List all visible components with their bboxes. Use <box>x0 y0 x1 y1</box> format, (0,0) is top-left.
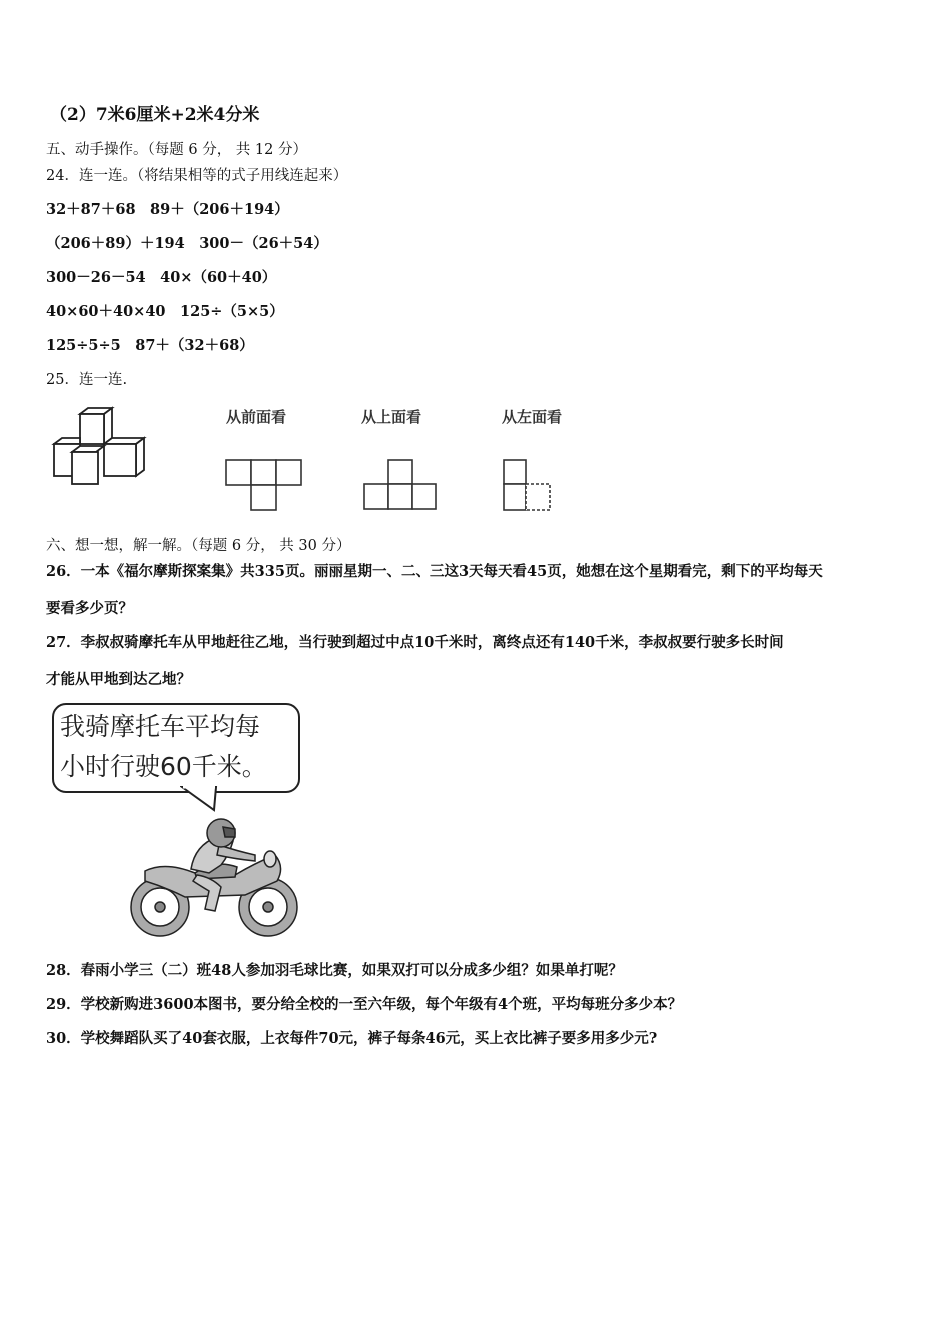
q27-line-2: 才能从甲地到达乙地？ <box>46 671 191 688</box>
motorcycle-rider-illustration <box>125 815 301 939</box>
front-view-figure <box>224 456 304 514</box>
q26-line-1: 26．一本《福尔摩斯探案集》共335页。丽丽星期一、二、三这3天每天看45页，她想在这个星期看完，剩下的平均每天 <box>46 563 823 580</box>
view-label-left: 从左面看 <box>502 408 563 426</box>
q27-line-1: 27．李叔叔骑摩托车从甲地赶往乙地，当行驶到超过中点10千米时，离终点还有140千米，李叔叔要行驶多长时间 <box>46 634 784 651</box>
question-part-2: （2）7米6厘米+2米4分米 <box>50 105 260 125</box>
left-view-figure <box>502 456 558 514</box>
q25-title: 25．连一连. <box>46 372 128 388</box>
top-view-figure <box>362 456 442 514</box>
section-6-heading: 六、想一想，解一解。（每题 6 分， 共 30 分） <box>46 538 351 554</box>
bubble-line-2: 小时行驶60千米。 <box>60 752 267 781</box>
q24-row-2: （206＋89）＋194 300－（26＋54） <box>46 235 328 252</box>
speech-bubble-tail <box>180 786 220 812</box>
q24-row-3: 300－26－54 40×（60＋40） <box>46 269 277 286</box>
q24-title: 24．连一连。（将结果相等的式子用线连起来） <box>46 168 348 184</box>
q28: 28．春雨小学三（二）班48人参加羽毛球比赛，如果双打可以分成多少组？如果单打呢？ <box>46 962 623 979</box>
q24-row-5: 125÷5÷5 87＋（32＋68） <box>46 337 254 354</box>
speech-bubble-text <box>60 707 300 787</box>
view-label-top: 从上面看 <box>361 408 422 426</box>
bubble-line-1: 我骑摩托车平均每 <box>60 712 261 741</box>
q26-line-2: 要看多少页？ <box>46 600 133 617</box>
q30: 30．学校舞蹈队买了40套衣服，上衣每件70元，裤子每条46元，买上衣比裤子要多用多少元? <box>46 1030 658 1047</box>
section-5-heading: 五、动手操作。（每题 6 分， 共 12 分） <box>46 142 307 158</box>
q29: 29．学校新购进3600本图书，要分给全校的一至六年级，每个年级有4个班，平均每班分多少本？ <box>46 996 683 1013</box>
cube-solid-figure <box>50 402 150 486</box>
q24-row-1: 32＋87＋68 89＋（206＋194） <box>46 201 289 218</box>
q24-row-4: 40×60＋40×40 125÷（5×5） <box>46 303 284 320</box>
view-label-front: 从前面看 <box>226 408 287 426</box>
